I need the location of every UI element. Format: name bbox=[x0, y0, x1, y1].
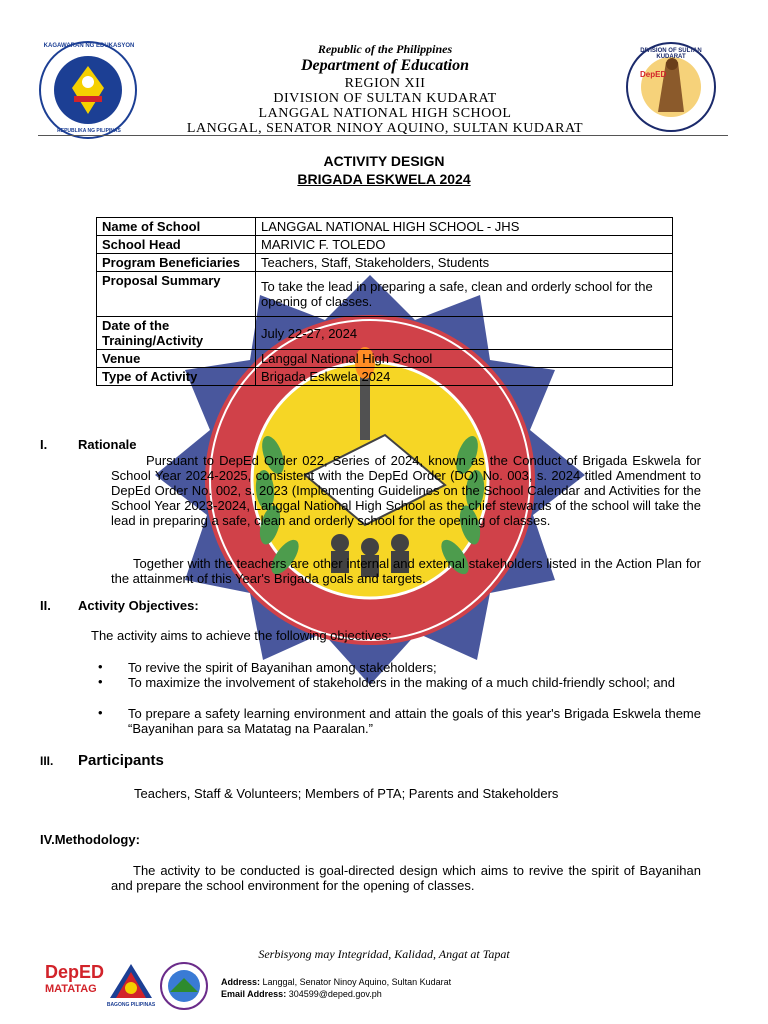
doc-title: ACTIVITY DESIGN bbox=[323, 153, 445, 169]
section-num-participants: III. bbox=[40, 754, 54, 768]
objectives-intro: The activity aims to achieve the following objectives: bbox=[91, 628, 392, 643]
school-line: LANGGAL NATIONAL HIGH SCHOOL bbox=[258, 106, 512, 121]
methodology-text: The activity to be conducted is goal-directed design which aims to revive the spirit of Bayanihan and prepare the school environment for the opening of classes. bbox=[111, 863, 701, 893]
logo-deped-text: DepED bbox=[45, 962, 105, 982]
row-value: MARIVIC F. TOLEDO bbox=[256, 236, 673, 254]
row-label: Program Beneficiaries bbox=[97, 254, 256, 272]
row-value: Teachers, Staff, Stakeholders, Students bbox=[256, 254, 673, 272]
row-label: Type of Activity bbox=[97, 368, 256, 386]
section-title-objectives: Activity Objectives: bbox=[78, 598, 199, 613]
row-label: Name of School bbox=[97, 218, 256, 236]
letterhead bbox=[160, 42, 610, 136]
bullet-icon: • bbox=[98, 659, 103, 674]
row-value: LANGGAL NATIONAL HIGH SCHOOL - JHS bbox=[256, 218, 673, 236]
republic-line: Republic of the Philippines bbox=[317, 42, 453, 56]
footer-email: 304599@deped.gov.ph bbox=[288, 989, 382, 999]
row-label: Venue bbox=[97, 350, 256, 368]
right-seal-mark: DepED bbox=[640, 70, 667, 79]
footer-motto: Serbisyong may Integridad, Kalidad, Angat at Tapat bbox=[258, 947, 510, 961]
participants-text: Teachers, Staff & Volunteers; Members of PTA; Parents and Stakeholders bbox=[134, 786, 559, 801]
right-seal-text: DIVISION OF SULTAN KUDARAT bbox=[640, 48, 702, 60]
row-value: Langgal National High School bbox=[256, 350, 673, 368]
objective-item: To prepare a safety learning environment and attain the goals of this year's Brigada Eskwela theme “Bayanihan para sa Matatag na Paaralan.” bbox=[128, 706, 701, 736]
left-seal-text: KAGAWARAN NG EDUKASYON bbox=[43, 43, 135, 49]
table-row bbox=[97, 317, 673, 350]
section-title-participants: Participants bbox=[78, 752, 164, 769]
doc-subtitle: BRIGADA ESKWELA 2024 bbox=[297, 171, 471, 187]
deped-matatag-logo bbox=[45, 962, 105, 1010]
row-value: July 22-27, 2024 bbox=[256, 317, 673, 350]
row-label: School Head bbox=[97, 236, 256, 254]
bagong-pilipinas-text: BAGONG PILIPINAS bbox=[106, 1002, 156, 1008]
table-row bbox=[97, 350, 673, 368]
address-label: Address: bbox=[221, 977, 261, 987]
school-logo-footer bbox=[160, 962, 208, 1010]
activity-info-table bbox=[96, 217, 673, 386]
table-row bbox=[97, 218, 673, 236]
objective-item: To maximize the involvement of stakeholders in the making of a much child-friendly school; and bbox=[128, 675, 675, 690]
section-title-methodology: IV.Methodology: bbox=[40, 832, 140, 847]
division-line: DIVISION OF SULTAN KUDARAT bbox=[273, 91, 497, 106]
row-label: Date of the Training/Activity bbox=[97, 317, 256, 350]
bullet-icon: • bbox=[98, 674, 103, 689]
footer-address: Langgal, Senator Ninoy Aquino, Sultan Kudarat bbox=[262, 977, 452, 987]
table-row bbox=[97, 368, 673, 386]
row-value: To take the lead in preparing a safe, clean and orderly school for the opening of classes. bbox=[256, 272, 673, 317]
objective-item: To revive the spirit of Bayanihan among stakeholders; bbox=[128, 660, 437, 675]
table-row bbox=[97, 254, 673, 272]
email-label: Email Address: bbox=[221, 989, 287, 999]
section-num-rationale: I. bbox=[40, 437, 48, 452]
bullet-icon: • bbox=[98, 705, 103, 720]
department-line: Department of Education bbox=[300, 57, 469, 74]
row-label: Proposal Summary bbox=[97, 272, 256, 317]
rationale-paragraph-2: Together with the teachers are other internal and external stakeholders listed in the Action Plan for the attainment of this Year's Brigada goals and targets. bbox=[111, 556, 701, 586]
address-line: LANGGAL, SENATOR NINOY AQUINO, SULTAN KUDARAT bbox=[186, 121, 584, 136]
deped-seal-left bbox=[38, 40, 138, 140]
rationale-paragraph-1: Pursuant to DepEd Order 022, Series of 2024, known as the Conduct of Brigada Eskwela for School Year 2024-2025, consistent with the DepEd Order (DO) No. 003, s. 2024 titled Amendment to DepEd Order No. 002, s. 2023 (Implementing Guidelines on the School Calendar and Activities for the School Year 2023-2024, Langgal National High School as the chief stewards of the school will take the lead in preparing a safe, clean and orderly school for the opening of classes. bbox=[111, 453, 701, 528]
table-row bbox=[97, 236, 673, 254]
row-value: Brigada Eskwela 2024 bbox=[256, 368, 673, 386]
bagong-pilipinas-logo bbox=[108, 962, 154, 1000]
section-num-objectives: II. bbox=[40, 598, 51, 613]
header-divider bbox=[38, 135, 728, 136]
section-title-rationale: Rationale bbox=[78, 437, 137, 452]
table-row bbox=[97, 272, 673, 317]
left-seal-subtext: REPUBLIKA NG PILIPINAS bbox=[57, 128, 121, 134]
region-line: REGION XII bbox=[344, 76, 426, 91]
footer-contact bbox=[221, 976, 451, 1000]
logo-matatag-text: MATATAG bbox=[45, 983, 97, 995]
